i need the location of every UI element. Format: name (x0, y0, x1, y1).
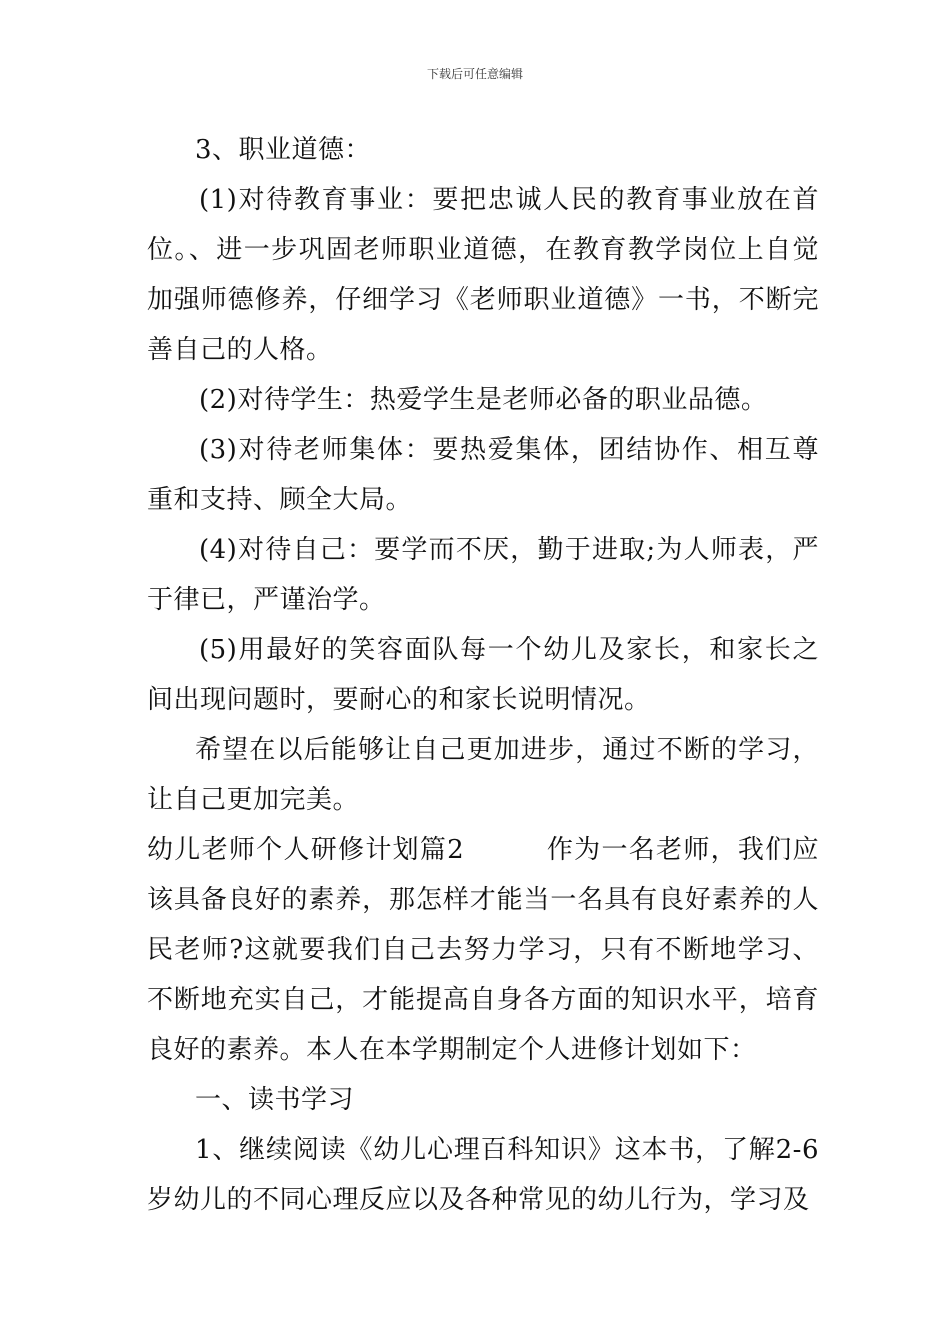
paragraph-ethics-item-2: (2)对待学生：热爱学生是老师必备的职业品德。 (199, 385, 768, 415)
paragraph-ethics-item-4: (4)对待自己：要学而不厌，勤于进取;为人师表，严于律已，严谨治学。 (147, 535, 819, 615)
paragraph-reading-item-1: 1、继续阅读《幼儿心理百科知识》这本书，了解2-6岁幼儿的不同心理反应以及各种常见的幼儿行为，学习及 (147, 1135, 819, 1215)
paragraph-plan-2-intro: 幼儿老师个人研修计划篇2 作为一名老师，我们应该具备良好的素养，那怎样才能当一名具有良好素养的人民老师?这就要我们自己去努力学习，只有不断地学习、不断地充实自己，才能提高自身各方面的知识水平，培育良好的素养。本人在本学期制定个人进修计划如下： (147, 835, 819, 1065)
paragraph-hope: 希望在以后能够让自己更加进步，通过不断的学习，让自己更加完美。 (147, 735, 819, 815)
section-heading-reading: 一、读书学习 (195, 1085, 355, 1115)
paragraph-ethics-item-1: (1)对待教育事业：要把忠诚人民的教育事业放在首位。、进一步巩固老师职业道德，在教育教学岗位上自觉加强师德修养，仔细学习《老师职业道德》一书，不断完善自己的人格。 (147, 185, 819, 365)
paragraph-professional-ethics-heading: 3、职业道德： (195, 135, 372, 165)
document-body (147, 125, 819, 1225)
paragraph-ethics-item-3: (3)对待老师集体：要热爱集体，团结协作、相互尊重和支持、顾全大局。 (147, 435, 819, 515)
paragraph-ethics-item-5: (5)用最好的笑容面队每一个幼儿及家长，和家长之间出现问题时，要耐心的和家长说明情况。 (147, 635, 819, 715)
page-header: 下载后可任意编辑 (426, 67, 523, 81)
